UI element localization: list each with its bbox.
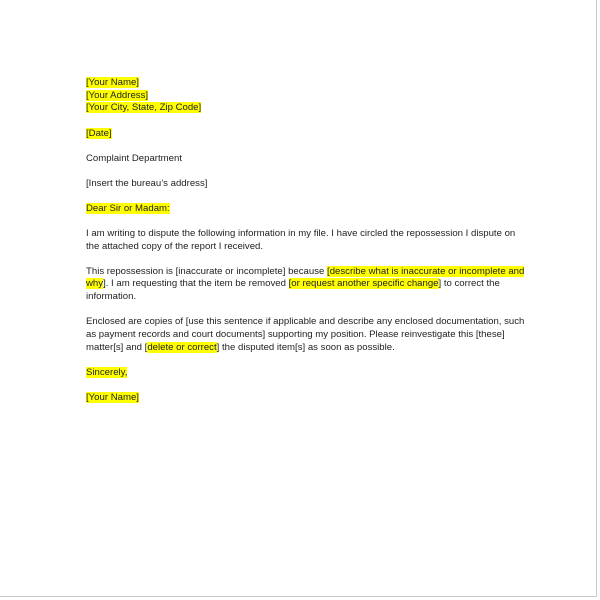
sender-block <box>86 77 526 115</box>
salutation-block <box>86 203 526 216</box>
letter-date[interactable]: [Date] <box>86 127 112 139</box>
paragraph-3-text-3a[interactable]: matter[s] and [ <box>86 341 148 353</box>
paragraph-3-highlight[interactable]: delete or correct <box>147 341 217 353</box>
recipient-block <box>86 153 526 166</box>
paragraph-3 <box>86 316 526 354</box>
salutation[interactable]: Dear Sir or Madam: <box>86 202 170 214</box>
paragraph-2 <box>86 266 526 304</box>
paragraph-3-text-3b[interactable]: ] the disputed item[s] as soon as possible. <box>216 341 395 353</box>
signature-name[interactable]: [Your Name] <box>86 391 139 403</box>
letter-body <box>86 77 526 417</box>
signature-block <box>86 392 526 405</box>
closing-block <box>86 367 526 380</box>
paragraph-3-line-1[interactable]: Enclosed are copies of [use this sentence if applicable and describe any enclosed documentation, such <box>86 316 525 328</box>
paragraph-2-text-3[interactable]: ] to correct the <box>438 278 500 290</box>
bureau-address-block <box>86 178 526 191</box>
recipient-name[interactable]: Complaint Department <box>86 152 182 164</box>
closing[interactable]: Sincerely, <box>86 366 128 378</box>
date-block <box>86 128 526 141</box>
paragraph-2-highlight-1a[interactable]: [describe what is inaccurate or incomplete and <box>327 265 525 277</box>
paragraph-1-line-1[interactable]: I am writing to dispute the following information in my file. I have circled the repossession I dispute on <box>86 227 516 239</box>
sender-address[interactable]: [Your Address] <box>86 89 149 101</box>
paragraph-2-text-1[interactable]: This repossession is [inaccurate or incomplete] because <box>86 265 328 277</box>
paragraph-2-highlight-2[interactable]: [or request another specific change <box>288 278 439 290</box>
paragraph-3-line-2[interactable]: as payment records and court documents] supporting my position. Please reinvestigate this [these] <box>86 328 505 340</box>
paragraph-2-line-3[interactable]: information. <box>86 291 137 303</box>
sender-city-state-zip[interactable]: [Your City, State, Zip Code] <box>86 102 202 114</box>
paragraph-2-highlight-1b[interactable]: why <box>86 278 104 290</box>
sender-name[interactable]: [Your Name] <box>86 77 139 88</box>
paragraph-2-text-2[interactable]: ]. I am requesting that the item be removed <box>103 278 289 290</box>
paragraph-1-line-2[interactable]: the attached copy of the report I received. <box>86 240 264 252</box>
bureau-address[interactable]: [Insert the bureau’s address] <box>86 177 208 189</box>
paragraph-1 <box>86 228 526 253</box>
